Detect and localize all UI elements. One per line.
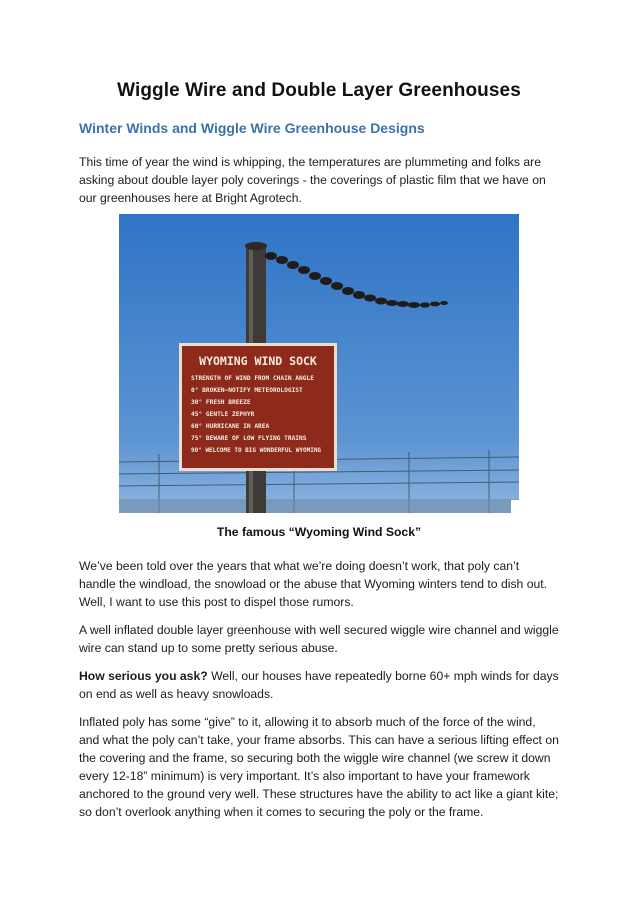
sign-line: 0° BROKEN—NOTIFY METEOROLOGIST <box>191 387 303 394</box>
sign-line: 75° BEWARE OF LOW FLYING TRAINS <box>191 435 307 442</box>
paragraph-3-lead: How serious you ask? <box>79 669 208 683</box>
page-title: Wiggle Wire and Double Layer Greenhouses <box>117 80 521 101</box>
sign-title: WYOMING WIND SOCK <box>199 354 317 368</box>
sign-line: 45° GENTLE ZEPHYR <box>191 411 255 418</box>
ground-strip <box>119 499 519 513</box>
sign-line: 30° FRESH BREEZE <box>191 399 251 406</box>
photo-caption: The famous “Wyoming Wind Sock” <box>216 525 422 539</box>
sign-line: 60° HURRICANE IN AREA <box>191 423 270 430</box>
intro-paragraph: This time of year the wind is whipping, the temperatures are plummeting and folks are asking about double layer poly coverings - the coverings of plastic film that we have on our greenhouses here at Bright Agrotech. <box>79 155 546 205</box>
paragraph-1: We’ve been told over the years that what we’re doing doesn’t work, that poly can’t handle the windload, the snowload or the abuse that Wyoming winters tend to dish out. Well, I want to use this post to dispel those rumors. <box>79 559 548 609</box>
section-heading: Winter Winds and Wiggle Wire Greenhouse Designs <box>79 120 425 136</box>
paragraph-3 <box>79 667 559 703</box>
sign-line: STRENGTH OF WIND FROM CHAIN ANGLE <box>191 375 314 382</box>
paragraph-3-rest: Well, our houses have repeatedly borne 60+ mph winds for days on end as well as heavy snowloads. <box>79 669 559 701</box>
wind-sock-photo <box>119 214 519 513</box>
paragraph-4: Inflated poly has some “give” to it, allowing it to absorb much of the force of the wind, and what the poly can’t take, your frame absorbs. This can have a serious lifting effect on the covering and the frame, so securing both the wiggle wire channel (we screw it down every 12-18” minimum) is very important. It’s also important to have your framework anchored to the ground very well. These structures have the ability to act like a giant kite; so don’t overlook anything when it comes to securing the poly or the frame. <box>79 715 559 819</box>
paragraph-2: A well inflated double layer greenhouse with well secured wiggle wire channel and wiggle wire can stand up to some pretty serious abuse. <box>79 623 559 655</box>
sign-line: 90° WELCOME TO BIG WONDERFUL WYOMING <box>191 447 322 454</box>
wind-sock-sign <box>179 343 337 471</box>
